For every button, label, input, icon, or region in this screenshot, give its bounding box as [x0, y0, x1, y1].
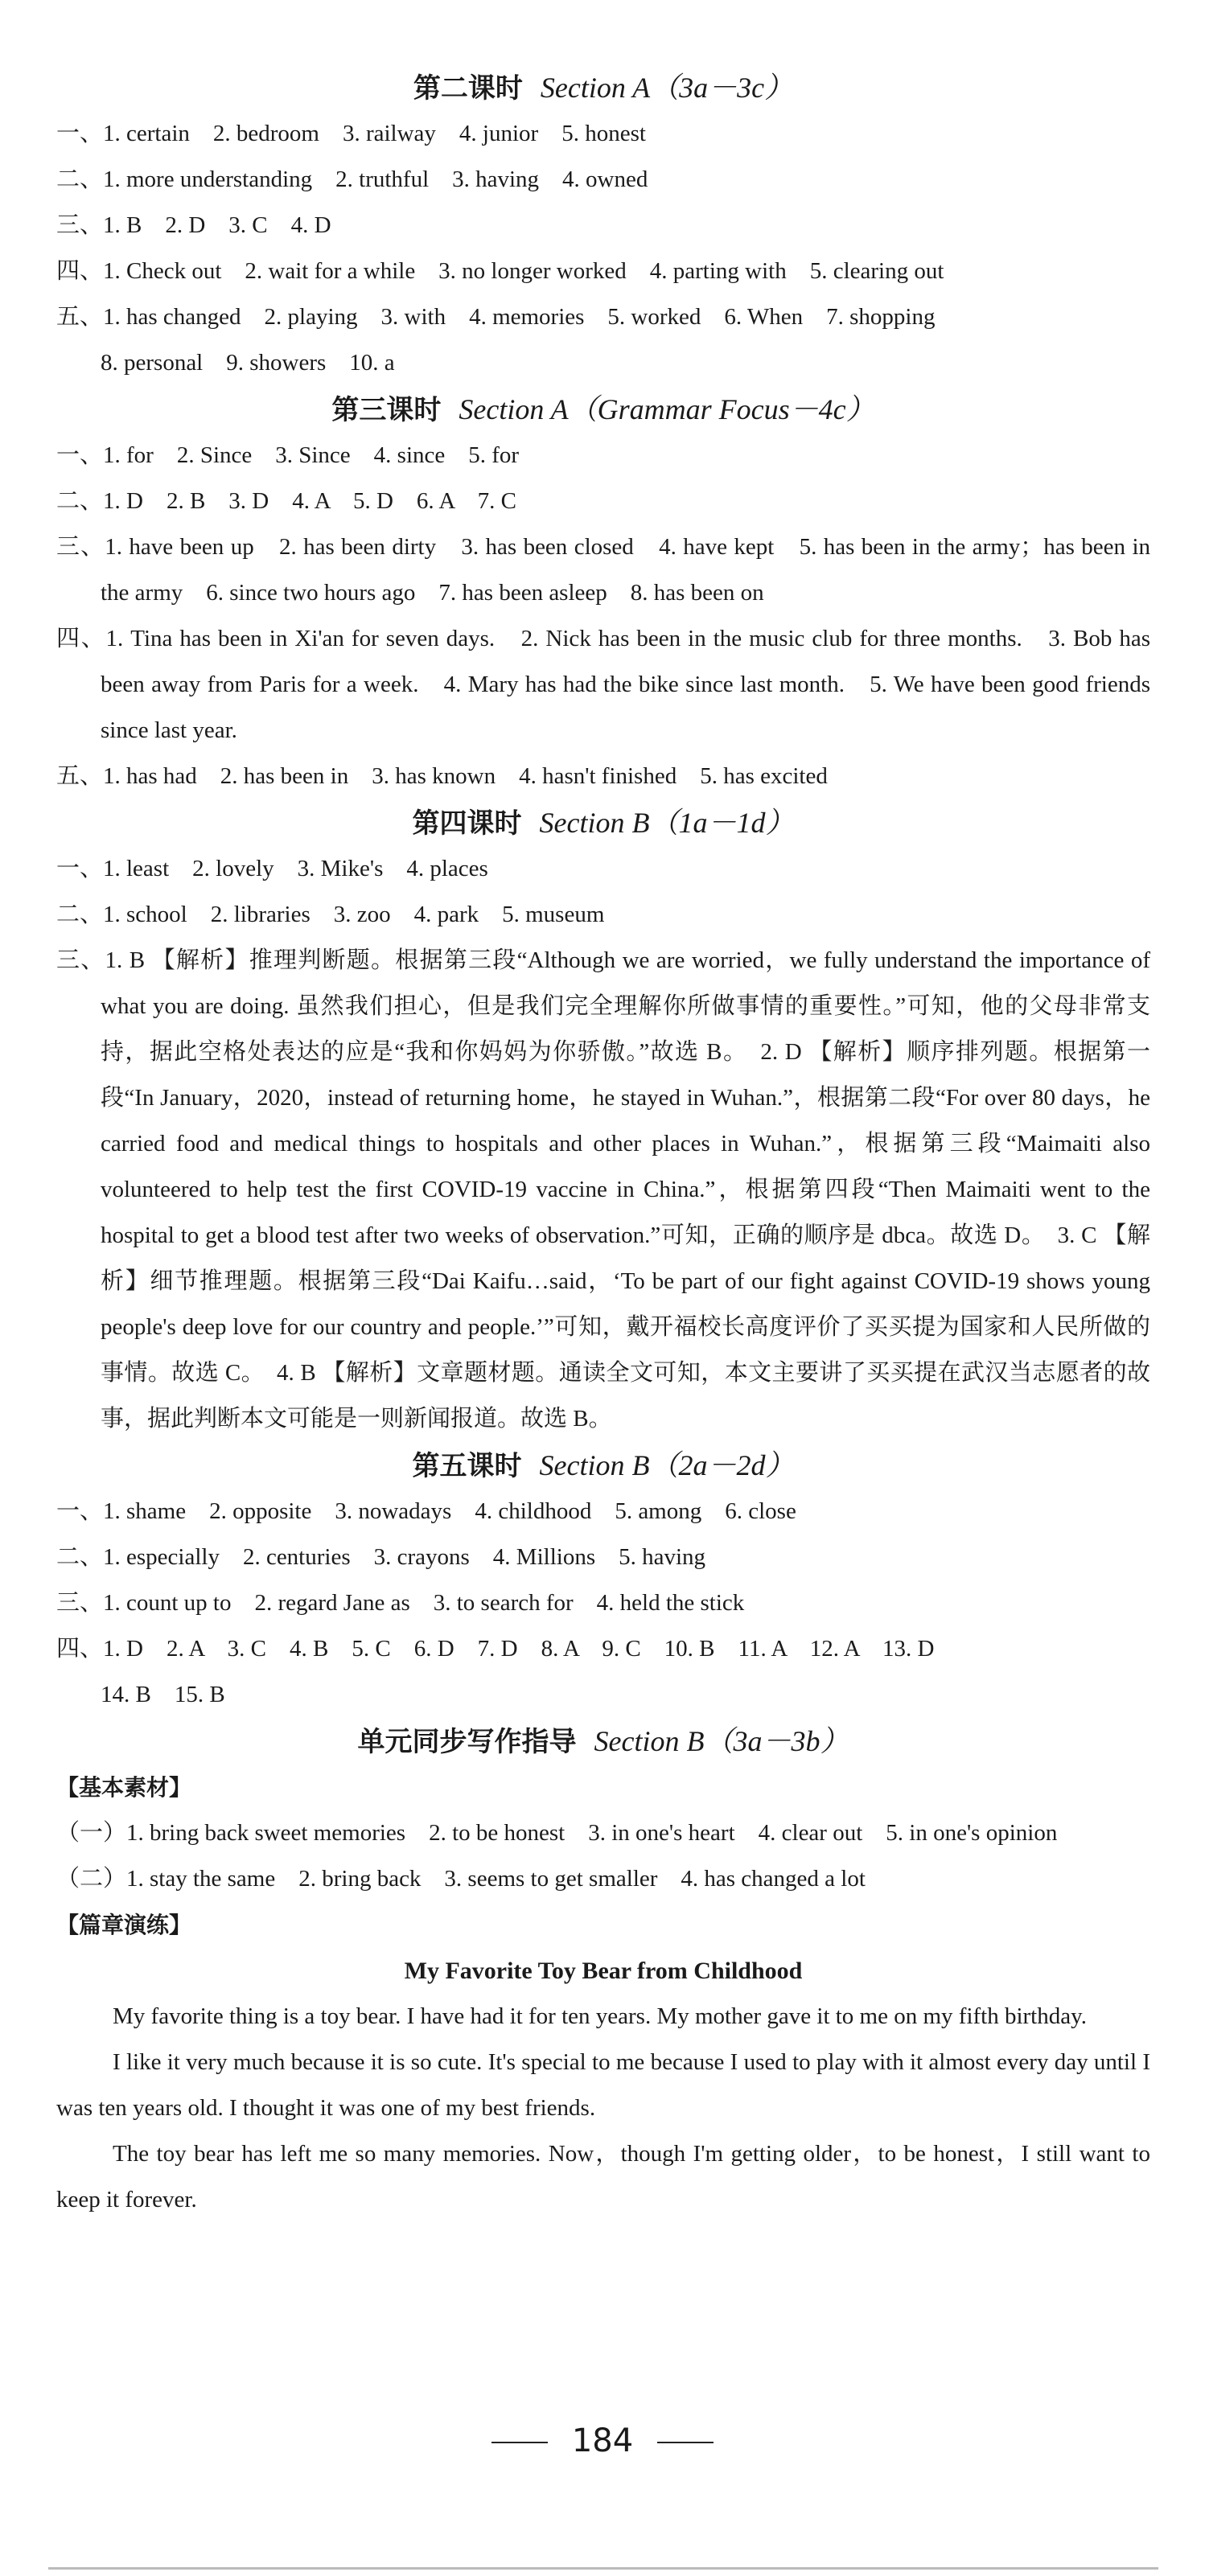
page-number-dash-left [491, 2442, 548, 2443]
lesson-3-heading [56, 386, 1150, 433]
page-number-dash-right [657, 2442, 714, 2443]
lesson-4-section: Section B（1a－1d） [539, 807, 795, 839]
lesson-4-part-3: 三、1. B 【解析】推理判断题。根据第三段“Although we are worried，we fully understand the importance of what you are doing. 虽然我们担心，但是我们完全理解你所做事情的重要性。”可知，他的父母非常支持，据此空格处表达的应是“我和你妈妈为你骄傲。”故选 B。 2. D 【解析】顺序排列题。根据第一段“In January，2020，instead of returning home，he stayed in Wuhan.”，根据第二段“For over 80 days，he carried food and medical things to hospitals and other places in Wuhan.”，根据第三段“Maimaiti also volunteered to help test the first COVID-19 vaccine in China.”，根据第四段“Then Maimaiti went to the hospital to get a blood test after two weeks of observation.”可知，正确的顺序是 dbca。故选 D。 3. C 【解析】细节推理题。根据第三段“Dai Kaifu…said，‘To be part of our fight against COVID-19 shows young people's deep love for our country and people.’”可知，戴开福校长高度评价了买买提为国家和人民所做的事情。故选 C。 4. B 【解析】文章题材题。通读全文可知，本文主要讲了买买提在武汉当志愿者的故事，据此判断本文可能是一则新闻报道。故选 B。 [56, 947, 1150, 1432]
basic-material-1: （一）1. bring back sweet memories 2. to be honest 3. in one's heart 4. clear out 5. in one's opinion [56, 1820, 1058, 1846]
lesson-2-heading [56, 64, 1150, 111]
lesson-3-part-3: 三、1. have been up 2. has been dirty 3. has been closed 4. have kept 5. has been in the army；has been in the army 6. since two hours ago 7. has been asleep 8. has been on [56, 534, 1150, 606]
lesson-5-part-1: 一、1. shame 2. opposite 3. nowadays 4. childhood 5. among 6. close [56, 1498, 796, 1524]
lesson-2-part-5: 五、1. has changed 2. playing 3. with 4. memories 5. worked 6. When 7. shopping [56, 304, 936, 330]
lesson-2-part-1: 一、1. certain 2. bedroom 3. railway 4. junior 5. honest [56, 121, 646, 146]
page-number [0, 2422, 1205, 2459]
bottom-rule [48, 2567, 1158, 2570]
lesson-5-part-4: 四、1. D 2. A 3. C 4. B 5. C 6. D 7. D 8. A 9. C 10. B 11. A 12. A 13. D [56, 1636, 935, 1662]
lesson-2-title: 第二课时 [413, 72, 523, 105]
page-number-value: 184 [571, 2422, 634, 2459]
lesson-4-part-2: 二、1. school 2. libraries 3. zoo 4. park 5. museum [56, 902, 605, 927]
lesson-2-part-5-cont: 8. personal 9. showers 10. a [101, 350, 395, 376]
lesson-3-title: 第三课时 [331, 394, 442, 426]
essay-paragraph-3: The toy bear has left me so many memories. Now，though I'm getting older，to be honest，I still want to keep it forever. [56, 2141, 1150, 2212]
lesson-2-section: Section A（3a－3c） [540, 72, 794, 104]
essay-paragraph-2: I like it very much because it is so cute. It's special to me because I used to play with it almost every day until I was ten years old. I thought it was one of my best friends. [56, 2049, 1150, 2121]
lesson-5-section: Section B（2a－2d） [539, 1449, 795, 1481]
lesson-5-part-4-cont: 14. B 15. B [101, 1682, 225, 1707]
lesson-5-heading [56, 1442, 1150, 1489]
lesson-4-part-1: 一、1. least 2. lovely 3. Mike's 4. places [56, 856, 488, 881]
lesson-3-part-4: 四、1. Tina has been in Xi'an for seven days. 2. Nick has been in the music club for three months. 3. Bob has been away from Paris for a week. 4. Mary has had the bike since last month. 5. We have been good friends since last year. [56, 626, 1150, 743]
essay-title: My Favorite Toy Bear from Childhood [404, 1958, 803, 1984]
lesson-3-part-5: 五、1. has had 2. has been in 3. has known 4. hasn't finished 5. has excited [56, 763, 828, 789]
lesson-5-part-3: 三、1. count up to 2. regard Jane as 3. to search for 4. held the stick [56, 1590, 745, 1616]
essay-practice-label: 【篇章演练】 [56, 1912, 192, 1938]
lesson-4-title: 第四课时 [412, 807, 522, 840]
writing-heading [56, 1718, 1150, 1765]
lesson-2-part-2: 二、1. more understanding 2. truthful 3. having 4. owned [56, 166, 648, 192]
lesson-4-heading [56, 799, 1150, 846]
lesson-2-part-3: 三、1. B 2. D 3. C 4. D [56, 212, 331, 238]
writing-section: Section B（3a－3b） [594, 1725, 849, 1757]
basic-material-label: 【基本素材】 [56, 1774, 192, 1801]
lesson-5-part-2: 二、1. especially 2. centuries 3. crayons 4. Millions 5. having [56, 1544, 706, 1570]
essay-body [56, 1994, 1150, 2223]
basic-material-2: （二）1. stay the same 2. bring back 3. seems to get smaller 4. has changed a lot [56, 1866, 866, 1892]
answer-page [56, 64, 1150, 2223]
lesson-2-part-4: 四、1. Check out 2. wait for a while 3. no longer worked 4. parting with 5. clearing out [56, 258, 944, 284]
writing-title: 单元同步写作指导 [357, 1726, 577, 1758]
lesson-5-title: 第五课时 [412, 1450, 522, 1482]
essay-paragraph-1: My favorite thing is a toy bear. I have had it for ten years. My mother gave it to me on my fifth birthday. [113, 2003, 1087, 2029]
lesson-3-part-2: 二、1. D 2. B 3. D 4. A 5. D 6. A 7. C [56, 488, 516, 514]
lesson-3-part-1: 一、1. for 2. Since 3. Since 4. since 5. for [56, 442, 520, 468]
lesson-3-section: Section A（Grammar Focus－4c） [459, 393, 875, 425]
